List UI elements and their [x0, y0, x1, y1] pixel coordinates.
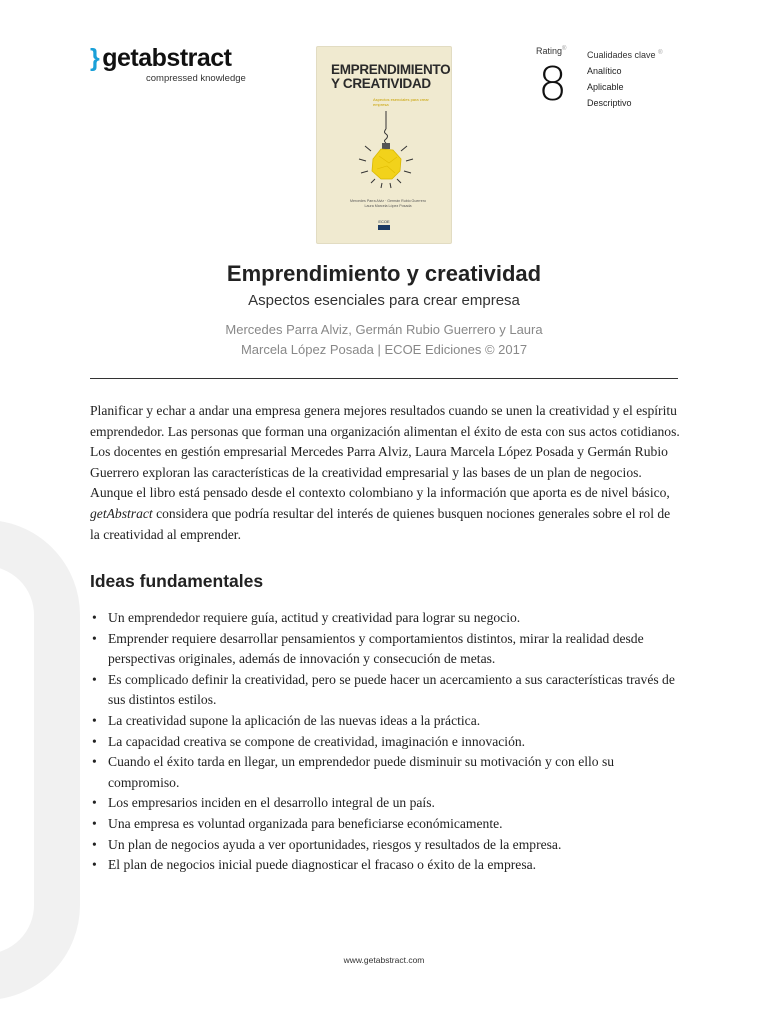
rating-value: 8 [538, 57, 568, 111]
brand-mention: getAbstract [90, 505, 153, 521]
qualities-title: Cualidades clave ® [587, 50, 663, 60]
book-cover [316, 46, 452, 244]
footer-url[interactable]: www.getabstract.com [343, 955, 425, 965]
publisher-logo: ECOE [377, 219, 391, 233]
book-title: Emprendimiento y creatividad [226, 261, 542, 286]
list-item: • Los empresarios inciden en el desarrollo integral de un país. [90, 793, 680, 814]
cover-authors: Mercedes Parra Alviz · Germán Rubio Guerrero Laura Marcela López Posada [350, 199, 426, 208]
quality-item: Analítico [587, 66, 622, 76]
list-item: • La capacidad creativa se compone de creatividad, imaginación e innovación. [90, 732, 680, 753]
divider [90, 378, 678, 379]
list-item: • Un plan de negocios ayuda a ver oportunidades, riesgos y resultados de la empresa. [90, 835, 680, 856]
logo-tagline: compressed knowledge [146, 73, 246, 84]
book-authors: Mercedes Parra Alviz, Germán Rubio Guerrero y Laura Marcela López Posada | ECOE Ediciones © 2017 [225, 322, 543, 357]
book-subtitle: Aspectos esenciales para crear empresa [248, 292, 520, 309]
cover-title: EMPRENDIMIENTO Y CREATIVIDAD [331, 62, 451, 91]
getabstract-logo[interactable] [90, 44, 246, 84]
list-item: • La creatividad supone la aplicación de las nuevas ideas a la práctica. [90, 711, 680, 732]
quality-item: Descriptivo [587, 98, 632, 108]
list-item: • El plan de negocios inicial puede diagnosticar el fracaso o éxito de la empresa. [90, 855, 680, 876]
lightbulb-icon [351, 111, 421, 201]
key-qualities [587, 45, 662, 111]
cover-subtitle: Aspectos esenciales para crear empresa [373, 97, 429, 107]
brace-icon: } [90, 44, 100, 72]
list-item: • Cuando el éxito tarda en llegar, un emprendedor puede disminuir su motivación y con ello su compromiso. [90, 752, 680, 793]
background-watermark [0, 520, 80, 1000]
logo-brand: getabstract [102, 44, 232, 72]
rating-label: Rating® [536, 46, 567, 56]
ideas-list [90, 608, 680, 876]
list-item: • Emprender requiere desarrollar pensamientos y comportamientos distintos, mirar la realidad desde perspectivas originales, además de innovación y consecución de metas. [90, 629, 680, 670]
list-item: • Es complicado definir la creatividad, pero se puede hacer un acercamiento a sus características través de sus distintos estilos. [90, 670, 680, 711]
registered-icon: ® [658, 50, 663, 56]
list-item: • Un emprendedor requiere guía, actitud y creatividad para lograr su negocio. [90, 608, 680, 629]
quality-item: Aplicable [587, 82, 624, 92]
summary-paragraph: Planificar y echar a andar una empresa genera mejores resultados cuando se unen la creatividad y el espíritu emprendedor. Las personas que forman una organización alimentan el éxito de esta con sus actos cotidianos. Los docentes en gestión empresarial Mercedes Parra Alviz, Laura Marcela López Posada y Germán Rubio Guerrero exploran las características de la creatividad empresarial y las bases de un plan de negocios. Aunque el libro está pensado desde el contexto colombiano y la información que aporta es de nivel básico, getAbstract considera que podría resultar del interés de quienes busquen nociones generales sobre el rol de la creatividad al emprender. [90, 403, 680, 542]
list-item: • Una empresa es voluntad organizada para beneficiarse económicamente. [90, 814, 680, 835]
registered-icon: ® [562, 46, 567, 52]
ideas-heading: Ideas fundamentales [90, 571, 264, 591]
